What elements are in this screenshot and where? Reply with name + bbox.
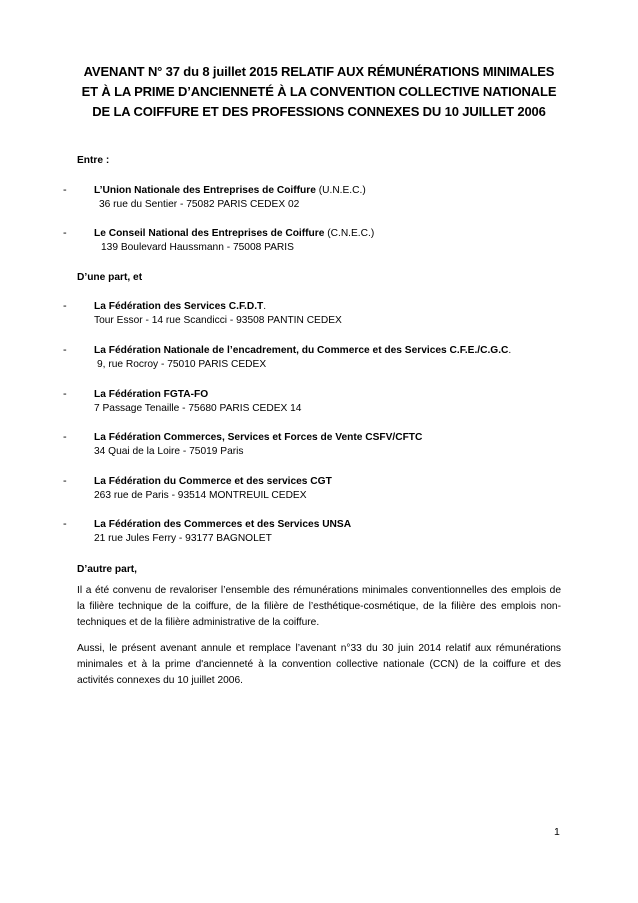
list-dash: -: [63, 300, 67, 312]
list-dash: -: [63, 227, 67, 239]
entre-label: Entre :: [77, 155, 110, 166]
list-dash: -: [63, 518, 67, 530]
title-line: DE LA COIFFURE ET DES PROFESSIONS CONNEXES DU 10 JUILLET 2006: [92, 104, 546, 119]
body-paragraph: Il a été convenu de revaloriser l’ensemble des rémunérations minimales conventionnelles des emplois de la filière technique de la coiffure, de la filière de l’esthétique-cosmétique, de la filière des emplois non-techniques et de la filière administrative de la coiffure.: [77, 585, 561, 628]
party-name-line: [94, 184, 366, 197]
document-title: [60, 62, 578, 122]
title-line: AVENANT N° 37 du 8 juillet 2015 RELATIF AUX RÉMUNÉRATIONS MINIMALES: [83, 64, 555, 79]
list-dash: -: [63, 431, 67, 443]
party-address: 34 Quai de la Loire - 75019 Paris: [94, 446, 244, 457]
list-dash: -: [63, 475, 67, 487]
title-line: ET À LA PRIME D’ANCIENNETÉ À LA CONVENTION COLLECTIVE NATIONALE: [81, 84, 557, 99]
page-number: 1: [554, 826, 560, 838]
party-abbr: .: [508, 345, 512, 356]
party-address: 21 rue Jules Ferry - 93177 BAGNOLET: [94, 533, 272, 544]
party-name: L’Union Nationale des Entreprises de Coiffure: [94, 185, 316, 196]
party-name: La Fédération des Commerces et des Services UNSA: [94, 519, 352, 530]
party-name-line: [94, 344, 511, 357]
party-name: La Fédération des Services C.F.D.T: [94, 301, 264, 312]
party-abbr: (U.N.E.C.): [315, 185, 366, 196]
list-dash: -: [63, 344, 67, 356]
party-name-line: [94, 388, 208, 401]
party-abbr: .: [263, 301, 267, 312]
body-paragraph: Aussi, le présent avenant annule et remplace l’avenant n°33 du 30 juin 2014 relatif aux rémunérations minimales et à la prime d'ancienneté à la convention collective nationale (CCN) de la coiffure et des activités connexes du 10 juillet 2006.: [77, 643, 561, 686]
list-dash: -: [63, 388, 67, 400]
party-name-line: [94, 431, 422, 444]
party-name: Le Conseil National des Entreprises de Coiffure: [94, 228, 325, 239]
party-name-line: [94, 300, 266, 313]
party-name: La Fédération FGTA-FO: [94, 389, 209, 400]
list-dash: -: [63, 184, 67, 196]
party-address: 263 rue de Paris - 93514 MONTREUIL CEDEX: [94, 490, 307, 501]
party-address: 9, rue Rocroy - 75010 PARIS CEDEX: [97, 359, 267, 370]
party-name-line: [94, 227, 374, 240]
party-abbr: (C.N.E.C.): [324, 228, 375, 239]
une-part-label: D’une part, et: [77, 272, 143, 283]
party-address: 139 Boulevard Haussmann - 75008 PARIS: [101, 242, 294, 253]
party-name: La Fédération du Commerce et des services CGT: [94, 476, 332, 487]
party-address: Tour Essor - 14 rue Scandicci - 93508 PANTIN CEDEX: [94, 315, 342, 326]
party-address: 36 rue du Sentier - 75082 PARIS CEDEX 02: [99, 199, 300, 210]
party-name: La Fédération Commerces, Services et Forces de Vente CSFV/CFTC: [94, 432, 423, 443]
party-name-line: [94, 475, 332, 488]
party-address: 7 Passage Tenaille - 75680 PARIS CEDEX 14: [94, 403, 302, 414]
party-name: La Fédération Nationale de l’encadrement, du Commerce et des Services C.F.E./C.G.C: [94, 345, 509, 356]
autre-part-label: D’autre part,: [77, 564, 138, 575]
party-name-line: [94, 518, 351, 531]
